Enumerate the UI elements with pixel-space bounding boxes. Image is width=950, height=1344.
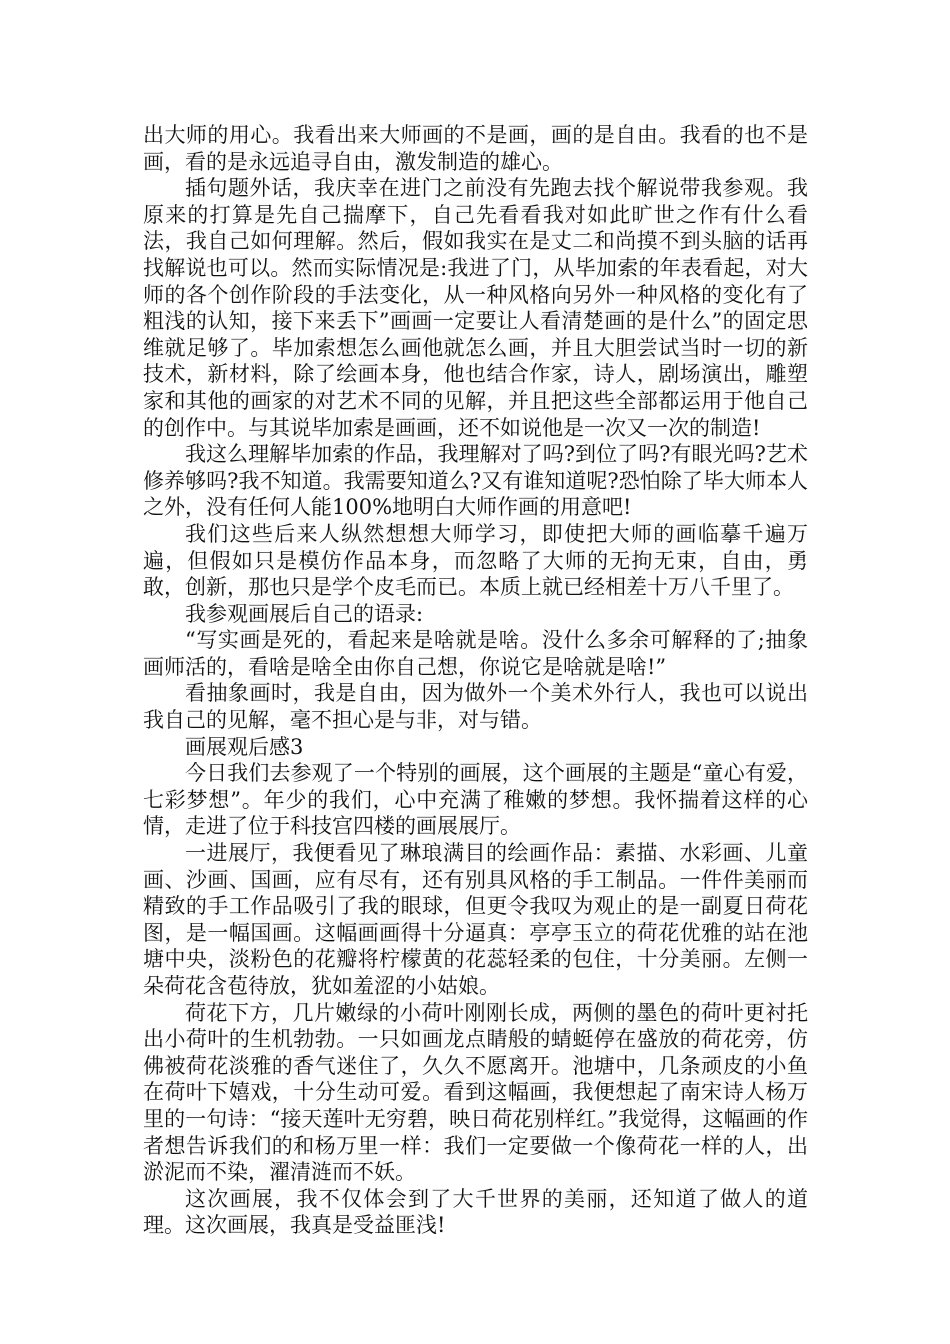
- paragraph: 今日我们去参观了一个特别的画展，这个画展的主题是“童心有爱，七彩梦想”。年少的我们，心中充满了稚嫩的梦想。我怀揣着这样的心情，走进了位于科技宫四楼的画展展厅。: [143, 761, 808, 839]
- paragraph: 出大师的用心。我看出来大师画的不是画，画的是自由。我看的也不是画，看的是永远追寻自由，激发制造的雄心。: [143, 123, 808, 174]
- paragraph: 插句题外话，我庆幸在进门之前没有先跑去找个解说带我参观。我原来的打算是先自己揣摩下，自己先看看我对如此旷世之作有什么看法，我自己如何理解。然后，假如我实在是丈二和尚摸不到头脑的话再找解说也可以。然而实际情况是:我进了门，从毕加索的年表看起，对大师的各个创作阶段的手法变化，从一种风格向另外一种风格的变化有了粗浅的认知，接下来丢下”画画一定要让人看清楚画的是什么”的固定思维就足够了。毕加索想怎么画他就怎么画，并且大胆尝试当时一切的新技术，新材料，除了绘画本身，他也结合作家，诗人，剧场演出，雕塑家和其他的画家的对艺术不同的见解，并且把这些全部都运用于他自己的创作中。与其说毕加索是画画，还不如说他是一次又一次的制造!: [143, 176, 808, 440]
- paragraph: 我这么理解毕加索的作品，我理解对了吗?到位了吗?有眼光吗?艺术修养够吗?我不知道。我需要知道么?又有谁知道呢?恐怕除了毕大师本人之外，没有任何人能100%地明白大师作画的用意吧!: [143, 442, 808, 520]
- paragraph: 我参观画展后自己的语录:: [185, 601, 424, 626]
- quote-paragraph: “写实画是死的，看起来是啥就是啥。没什么多余可解释的了;抽象画师活的，看啥是啥全由你自己想，你说它是啥就是啥!”: [143, 628, 808, 679]
- document-page: [143, 122, 808, 1239]
- paragraph: 荷花下方，几片嫩绿的小荷叶刚刚长成，两侧的墨色的荷叶更衬托出小荷叶的生机勃勃。一只如画龙点睛般的蜻蜓停在盛放的荷花旁，仿佛被荷花淡雅的香气迷住了，久久不愿离开。池塘中，几条顽皮的小鱼在荷叶下嬉戏，十分生动可爱。看到这幅画，我便想起了南宋诗人杨万里的一句诗：“接天莲叶无穷碧，映日荷花别样红。”我觉得，这幅画的作者想告诉我们的和杨万里一样：我们一定要做一个像荷花一样的人，出淤泥而不染，濯清涟而不妖。: [143, 1000, 808, 1185]
- paragraph: 看抽象画时，我是自由，因为做外一个美术外行人，我也可以说出我自己的见解，毫不担心是与非，对与错。: [143, 681, 808, 733]
- section-heading: 画展观后感3: [185, 734, 304, 759]
- paragraph: 一进展厅，我便看见了琳琅满目的绘画作品：素描、水彩画、儿童画、沙画、国画，应有尽有，还有别具风格的手工制品。一件件美丽而精致的手工作品吸引了我的眼球，但更令我叹为观止的是一副夏日荷花图，是一幅国画。这幅画画得十分逼真：亭亭玉立的荷花优雅的站在池塘中央，淡粉色的花瓣将柠檬黄的花蕊轻柔的包住，十分美丽。左侧一朵荷花含苞待放，犹如羞涩的小姑娘。: [143, 841, 808, 998]
- paragraph: 这次画展，我不仅体会到了大千世界的美丽，还知道了做人的道理。这次画展，我真是受益匪浅!: [143, 1186, 808, 1238]
- paragraph: 我们这些后来人纵然想想大师学习，即使把大师的画临摹千遍万遍，但假如只是模仿作品本身，而忽略了大师的无拘无束，自由，勇敢，创新，那也只是学个皮毛而已。本质上就已经相差十万八千里了。: [143, 521, 808, 600]
